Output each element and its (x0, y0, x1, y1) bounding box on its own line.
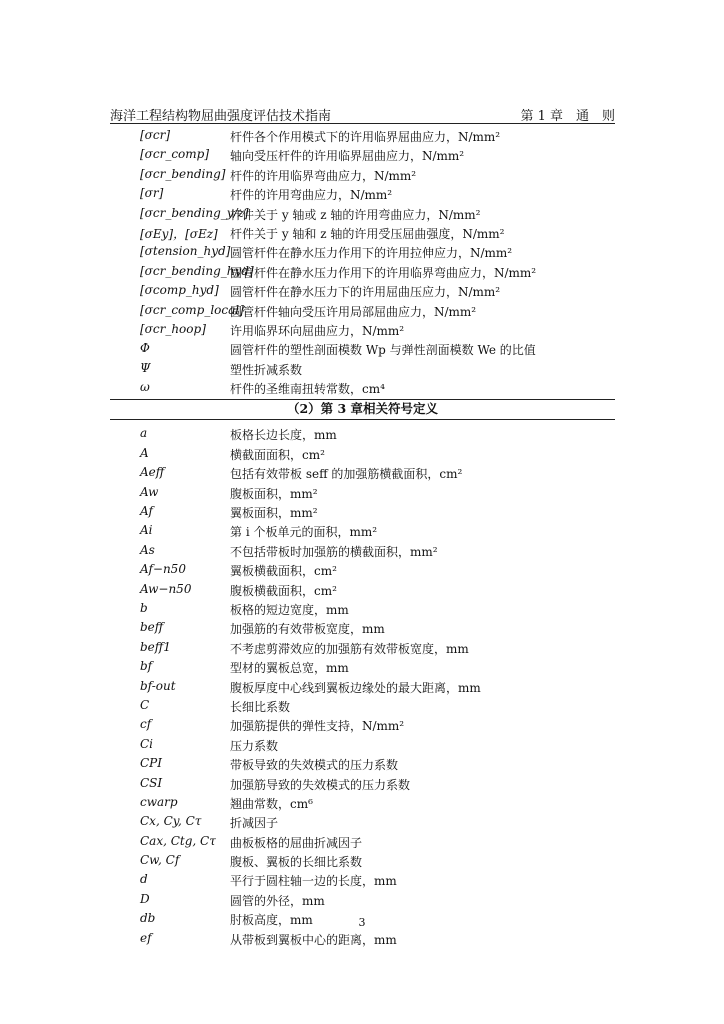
symbol-description: 不包括带板时加强筋的横截面积，mm² (230, 544, 438, 559)
symbol: Aw (140, 484, 159, 499)
symbol: [σtension_hyd] (140, 244, 231, 259)
symbol-description: 不考虑剪滞效应的加强筋有效带板宽度，mm (230, 641, 469, 656)
symbol-description: 腹板横截面积，cm² (230, 583, 337, 598)
symbol-row (110, 483, 615, 502)
symbol-description: 杆件的圣维南扭转常数，cm⁴ (230, 382, 385, 397)
symbol-row (110, 812, 615, 831)
symbol-description: 板格的短边宽度，mm (230, 602, 349, 617)
symbol-row (110, 204, 615, 223)
symbol-row (110, 145, 615, 164)
symbol: CPI (140, 756, 162, 771)
symbol: cf (140, 717, 152, 732)
symbol-description: 横截面面积，cm² (230, 447, 325, 462)
symbol: [σcr_hoop] (140, 321, 206, 336)
symbol: Φ (140, 341, 150, 356)
header-title: 海洋工程结构物屈曲强度评估技术指南 (110, 109, 332, 124)
symbol: bf (140, 659, 153, 674)
symbol-row (110, 424, 615, 443)
symbol-description: 肘板高度，mm (230, 913, 313, 928)
symbol-row (110, 715, 615, 734)
symbol: [σcr_bending] (140, 166, 226, 181)
symbol-description: 杆件各个作用模式下的许用临界屈曲应力，N/mm² (230, 130, 501, 144)
symbol: Ai (140, 523, 153, 538)
symbol-description: 压力系数 (230, 738, 279, 753)
section2-title: （2）第 3 章相关符号定义 (110, 399, 615, 420)
symbol: CSI (140, 775, 163, 790)
symbol-table (110, 126, 615, 948)
symbol-description: 圆管杆件在静水压力作用下的许用拉伸应力，N/mm² (230, 246, 513, 261)
symbol-description: 板格长边长度，mm (230, 428, 337, 443)
symbol: [σcr_bending_y/z] (140, 205, 249, 220)
symbol-description: 型材的翼板总宽，mm (230, 661, 349, 676)
symbol-description: 圆管的外径，mm (230, 893, 325, 908)
symbol-description: 杆件的许用临界弯曲应力，N/mm² (230, 168, 417, 183)
symbol-description: 翼板面积，mm² (230, 506, 318, 521)
symbol-row (110, 832, 615, 851)
symbol-row (110, 774, 615, 793)
symbol: [σcr_comp_local] (140, 302, 244, 317)
symbol-row (110, 870, 615, 889)
symbol-description: 平行于圆柱轴一边的长度，mm (230, 874, 397, 889)
symbol-row (110, 677, 615, 696)
symbol-row (110, 696, 615, 715)
symbol-row (110, 541, 615, 560)
symbol: Cx, Cy, Cτ (140, 814, 202, 829)
symbol: [σcomp_hyd] (140, 283, 219, 298)
symbol-row (110, 851, 615, 870)
symbol-row (110, 301, 615, 320)
symbol-row (110, 890, 615, 909)
symbol-description: 腹板面积，mm² (230, 486, 318, 501)
page-number: 3 (358, 916, 366, 929)
symbol-row (110, 560, 615, 579)
symbol-description: 轴向受压杆件的许用临界屈曲应力，N/mm² (230, 149, 465, 164)
symbol: [σEy]，[σEz] (140, 226, 218, 241)
symbol-row (110, 929, 615, 948)
symbol: [σcr] (140, 128, 171, 142)
symbol-row (110, 657, 615, 676)
symbol: beff1 (140, 639, 171, 654)
symbol-description: 圆管杆件轴向受压许用局部屈曲应力，N/mm² (230, 304, 477, 319)
symbol-row (110, 242, 615, 261)
symbol: a (140, 426, 148, 441)
symbol: d (140, 872, 148, 887)
symbol-description: 曲板板格的屈曲折减因子 (230, 835, 363, 850)
symbol-description: 圆管杆件在静水压力作用下的许用临界弯曲应力，N/mm² (230, 265, 537, 280)
symbol-row (110, 126, 615, 145)
section2-list (110, 424, 615, 948)
symbol-description: 腹板厚度中心线到翼板边缘处的最大距离，mm (230, 680, 481, 695)
symbol-description: 带板导致的失效模式的压力系数 (230, 758, 399, 773)
symbol: [σcr_comp] (140, 147, 210, 162)
symbol-row (110, 793, 615, 812)
symbol-row (110, 735, 615, 754)
symbol: A (140, 445, 149, 460)
symbol: db (140, 911, 156, 926)
symbol: As (140, 542, 155, 557)
symbol: [σr] (140, 186, 164, 201)
symbol-description: 第 i 个板单元的面积，mm² (230, 525, 378, 540)
symbol-description: 圆管杆件的塑性剖面模数 Wp 与弹性剖面模数 We 的比值 (230, 343, 536, 358)
symbol: Cw, Cf (140, 853, 180, 868)
symbol: [σcr_bending_hyd] (140, 263, 254, 278)
symbol: ef (140, 930, 152, 945)
symbol-description: 翼板横截面积，cm² (230, 564, 337, 579)
symbol-description: 杆件关于 y 轴和 z 轴的许用受压屈曲强度，N/mm² (230, 226, 505, 241)
symbol-description: 加强筋提供的弹性支持，N/mm² (230, 719, 405, 734)
symbol-row (110, 165, 615, 184)
symbol-description: 翘曲常数，cm⁶ (230, 796, 313, 811)
symbol-description: 包括有效带板 seff 的加强筋横截面积，cm² (230, 467, 463, 482)
symbol-row (110, 320, 615, 339)
section1-list (110, 126, 615, 397)
symbol-row (110, 618, 615, 637)
symbol-row (110, 339, 615, 358)
symbol-description: 杆件的许用弯曲应力，N/mm² (230, 188, 393, 203)
symbol: cwarp (140, 794, 178, 809)
symbol-row (110, 599, 615, 618)
symbol-description: 杆件关于 y 轴或 z 轴的许用弯曲应力，N/mm² (230, 207, 481, 222)
symbol: Af−n50 (140, 562, 186, 577)
symbol-row (110, 521, 615, 540)
symbol-row (110, 463, 615, 482)
symbol-row (110, 444, 615, 463)
symbol-row (110, 378, 615, 397)
symbol-row (110, 359, 615, 378)
symbol: b (140, 600, 148, 615)
symbol-row (110, 281, 615, 300)
symbol: Aw−n50 (140, 581, 192, 596)
symbol-description: 加强筋的有效带板宽度，mm (230, 622, 385, 637)
symbol: ω (140, 380, 150, 395)
symbol-row (110, 580, 615, 599)
symbol: Aeff (140, 465, 165, 480)
symbol: Af (140, 504, 153, 519)
symbol-description: 长细比系数 (230, 699, 291, 714)
page-header (110, 103, 615, 124)
symbol-description: 从带板到翼板中心的距离，mm (230, 932, 397, 947)
symbol-description: 加强筋导致的失效模式的压力系数 (230, 777, 411, 792)
symbol-row (110, 502, 615, 521)
symbol-description: 折减因子 (230, 816, 279, 831)
symbol-description: 塑性折减系数 (230, 362, 303, 377)
symbol: beff (140, 620, 164, 635)
symbol-row (110, 638, 615, 657)
symbol-row (110, 262, 615, 281)
symbol: D (140, 891, 150, 906)
symbol-description: 圆管杆件在静水压力下的许用屈曲压应力，N/mm² (230, 285, 501, 300)
symbol-description: 许用临界环向屈曲应力，N/mm² (230, 323, 405, 338)
symbol: Cax, Ctg, Cτ (140, 833, 216, 848)
symbol: C (140, 697, 150, 712)
symbol-row (110, 754, 615, 773)
symbol-row (110, 223, 615, 242)
symbol-description: 腹板、翼板的长细比系数 (230, 855, 363, 870)
symbol: Ci (140, 736, 154, 751)
header-chapter: 第 1 章 通 则 (520, 109, 615, 124)
symbol: Ψ (140, 360, 151, 375)
symbol: bf-out (140, 678, 176, 693)
symbol-row (110, 184, 615, 203)
